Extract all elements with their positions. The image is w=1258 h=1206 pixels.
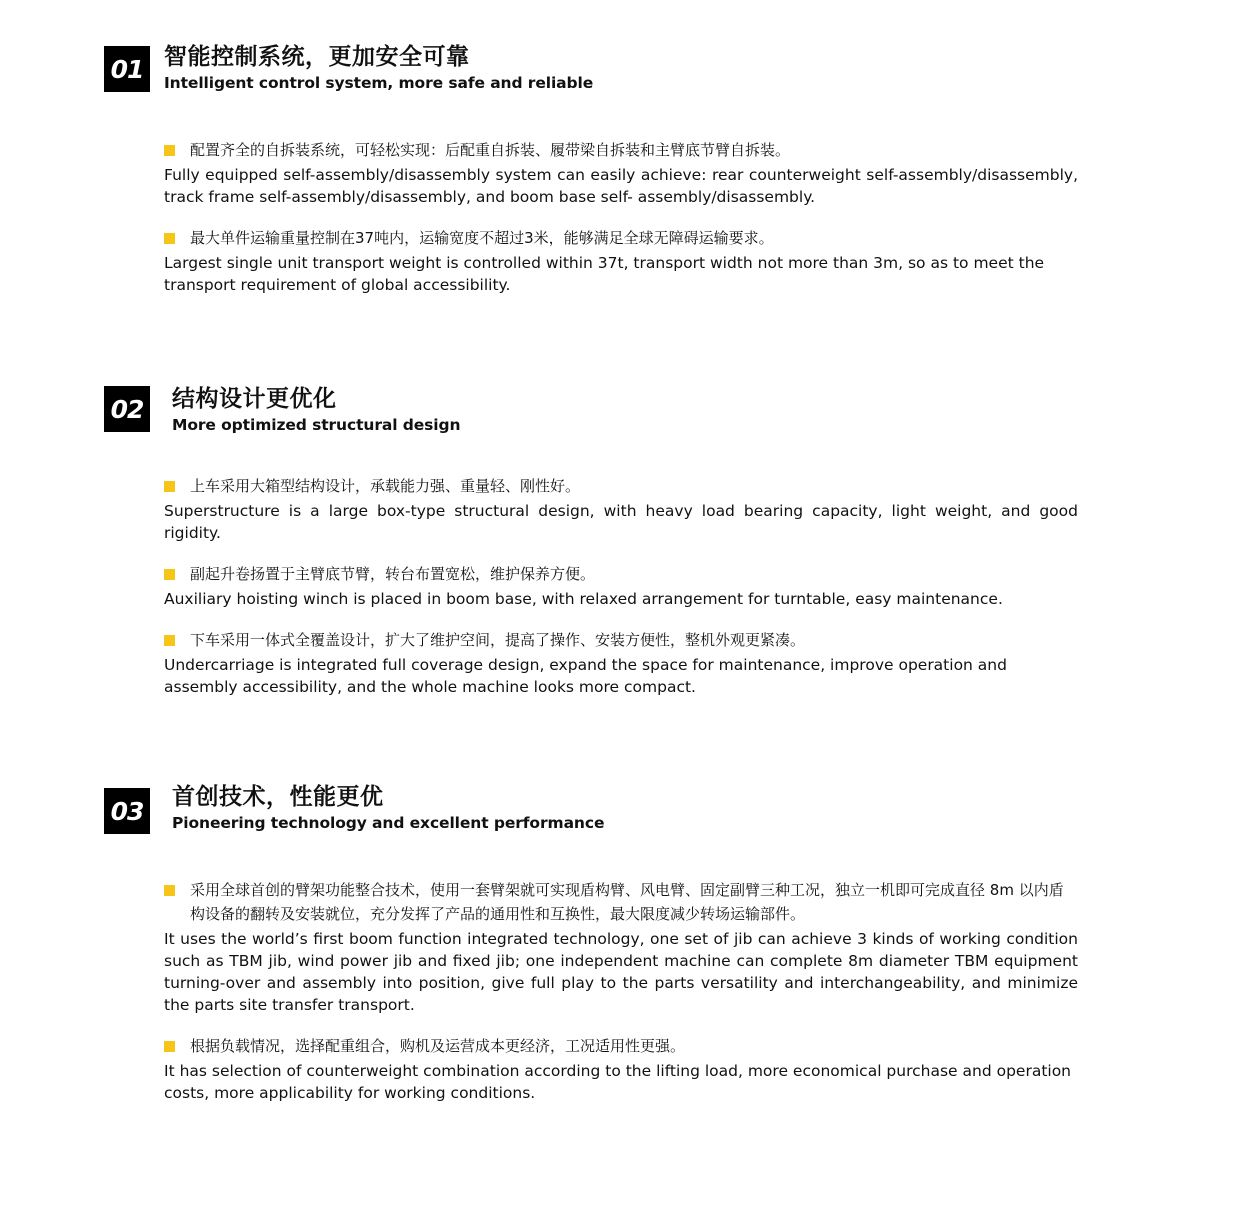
section-title-cn: 智能控制系统，更加安全可靠	[164, 44, 470, 70]
bullet-cn-content: 副起升卷扬置于主臂底节臂，转台布置宽松，维护保养方便。	[190, 565, 596, 583]
section-title-cn: 结构设计更优化	[172, 386, 337, 412]
bullet-cn-content: 下车采用一体式全覆盖设计，扩大了维护空间，提高了操作、安装方便性，整机外观更紧凑。	[190, 631, 806, 649]
section-title-cn: 首创技术，性能更优	[172, 784, 384, 810]
section-number-badge: 02	[104, 386, 150, 432]
section-03	[0, 784, 1258, 1122]
bullet-cn-content: 采用全球首创的臂架功能整合技术，使用一套臂架就可实现盾构臂、风电臂、固定副臂三种工况，独立一机即可完成直径 8m 以内盾构设备的翻转及安装就位，充分发挥了产品的通用性和互换性，最大限度减少转场运输部件。	[190, 881, 1064, 923]
section-02	[0, 386, 1258, 716]
bullet-block	[164, 138, 1078, 208]
bullet-text-en: It uses the world’s first boom function integrated technology, one set of jib can achieve 3 kinds of working condition such as TBM jib, wind power jib and fixed jib; one independent machine can complete 8m diameter TBM equipment turning-over and assembly into position, give full play to the parts versatility and interchangeability, and minimize the parts site transfer transport.	[164, 930, 1078, 1014]
bullet-text-en: Auxiliary hoisting winch is placed in boom base, with relaxed arrangement for turntable, easy maintenance.	[164, 590, 1003, 608]
section-01-bullets	[0, 138, 1258, 296]
section-01	[0, 46, 1258, 314]
section-01-header	[0, 46, 1258, 108]
bullet-cn-content: 配置齐全的自拆装系统，可轻松实现：后配重自拆装、履带梁自拆装和主臂底节臂自拆装。	[190, 141, 791, 159]
section-title-en: More optimized structural design	[172, 416, 461, 434]
bullet-block	[164, 474, 1078, 544]
section-title-group	[172, 782, 604, 834]
bullet-text-en: It has selection of counterweight combination according to the lifting load, more economical purchase and operation costs, more applicability for working conditions.	[164, 1062, 1072, 1102]
section-title-en: Pioneering technology and excellent performance	[172, 814, 605, 832]
bullet-cn-content: 最大单件运输重量控制在37吨内，运输宽度不超过3米，能够满足全球无障碍运输要求。	[190, 229, 774, 247]
bullet-square-icon	[164, 1041, 175, 1052]
section-03-bullets	[0, 878, 1258, 1104]
bullet-text-cn	[164, 878, 1078, 926]
bullet-cn-content: 上车采用大箱型结构设计，承载能力强、重量轻、刚性好。	[190, 477, 581, 495]
bullet-text-cn	[164, 226, 1078, 250]
bullet-square-icon	[164, 569, 175, 580]
bullet-text-cn	[164, 138, 1078, 162]
bullet-text-cn	[164, 1034, 1078, 1058]
bullet-text-en: Superstructure is a large box-type structural design, with heavy load bearing capacity, light weight, and good rigidity.	[164, 502, 1078, 542]
bullet-text-en: Largest single unit transport weight is controlled within 37t, transport width not more than 3m, so as to meet the transport requirement of global accessibility.	[164, 254, 1045, 294]
bullet-square-icon	[164, 233, 175, 244]
section-number-badge: 01	[104, 46, 150, 92]
section-02-header	[0, 386, 1258, 448]
bullet-block	[164, 562, 1078, 610]
bullet-text-en: Undercarriage is integrated full coverage design, expand the space for maintenance, improve operation and assembly accessibility, and the whole machine looks more compact.	[164, 656, 1007, 696]
bullet-text-en: Fully equipped self-assembly/disassembly system can easily achieve: rear counterweight self-assembly/disassembly, track frame self-assembly/disassembly, and boom base self- assembly/disassembly.	[164, 166, 1078, 206]
bullet-cn-content: 根据负载情况，选择配重组合，购机及运营成本更经济，工况适用性更强。	[190, 1037, 686, 1055]
bullet-square-icon	[164, 885, 175, 896]
section-title-group	[164, 42, 593, 94]
bullet-block	[164, 1034, 1078, 1104]
section-title-en: Intelligent control system, more safe and reliable	[164, 74, 594, 92]
bullet-square-icon	[164, 481, 175, 492]
section-title-group	[172, 384, 460, 436]
bullet-block	[164, 226, 1078, 296]
section-03-header	[0, 784, 1258, 850]
bullet-text-cn	[164, 562, 1078, 586]
bullet-text-cn	[164, 474, 1078, 498]
bullet-square-icon	[164, 145, 175, 156]
bullet-block	[164, 878, 1078, 1016]
bullet-block	[164, 628, 1078, 698]
section-02-bullets	[0, 474, 1258, 698]
bullet-square-icon	[164, 635, 175, 646]
section-number-badge: 03	[104, 788, 150, 834]
bullet-text-cn	[164, 628, 1078, 652]
